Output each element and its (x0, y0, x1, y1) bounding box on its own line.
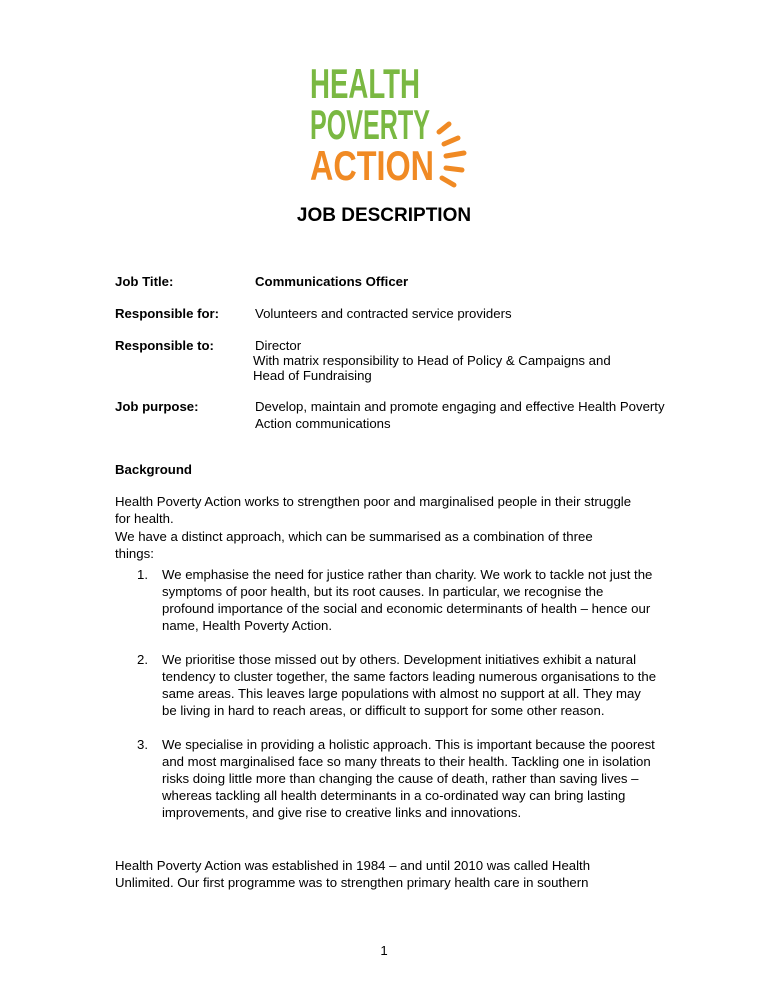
field-label: Job Title: (115, 274, 174, 289)
field-value: Volunteers and contracted service providers (255, 306, 512, 321)
field-value-extra: With matrix responsibility to Head of Policy & Campaigns and (253, 353, 611, 368)
field-label: Responsible to: (115, 338, 214, 353)
field-value: Communications Officer (255, 274, 409, 289)
field-label: Job purpose: (115, 399, 199, 414)
paragraph: Health Poverty Action works to strengthen poor and marginalised people in their struggle for health. (115, 494, 632, 526)
field-value-extra: Head of Fundraising (253, 368, 372, 383)
svg-text:POVERTY: POVERTY (310, 101, 430, 148)
field-label: Responsible for: (115, 306, 220, 321)
svg-text:ACTION: ACTION (310, 142, 434, 189)
field-value: Develop, maintain and promote engaging and effective Health Poverty Action communications (255, 399, 665, 431)
health-poverty-action-logo (308, 60, 480, 190)
list-text: We prioritise those missed out by others. Development initiatives exhibit a natural tendency to cluster together, the same factors leading numerous organisations to the same areas. This leaves large populations with almost no support at all. They may be living in hard to reach areas, or difficult to support for some other reason. (162, 652, 657, 718)
sun-rays-icon (439, 124, 464, 185)
paragraph: We have a distinct approach, which can be summarised as a combination of three things: (115, 529, 593, 561)
paragraph: Health Poverty Action was established in 1984 – and until 2010 was called Health Unlimited. Our first programme was to strengthen primary health care in southern (115, 858, 591, 890)
document-title: JOB DESCRIPTION (296, 205, 472, 226)
page-number: 1 (380, 943, 388, 958)
list-text: We specialise in providing a holistic approach. This is important because the poorest and most marginalised face so many threats to their health. Tackling one in isolation risks doing little more than changing the cause of death, rather than saving lives – whereas tackling all health determinants in a co-ordinated way can bring lasting improvements, and give rise to creative links and innovations. (162, 737, 655, 820)
list-text: We emphasise the need for justice rather than charity. We work to tackle not just the symptoms of poor health, but its root causes. In particular, we recognise the profound importance of the social and economic determinants of health – hence our name, Health Poverty Action. (162, 567, 653, 633)
svg-text:HEALTH: HEALTH (310, 60, 420, 107)
section-heading-background: Background (115, 462, 192, 477)
field-value: Director (255, 338, 302, 353)
list-number: 3. (137, 737, 148, 752)
list-number: 1. (137, 567, 148, 582)
list-number: 2. (137, 652, 148, 667)
